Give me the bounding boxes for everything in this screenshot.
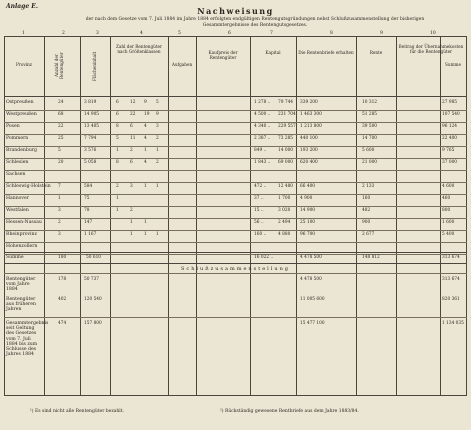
table-cell: 14 905 <box>84 112 100 117</box>
table-cell: 79 744 <box>278 100 294 105</box>
table-cell: 3 819 <box>84 100 97 105</box>
table-cell: 1 <box>116 196 119 201</box>
summe-label: Summe <box>6 255 24 260</box>
table-cell: 56 .. <box>254 220 264 225</box>
summary-cell: 157 800 <box>84 321 102 326</box>
table-cell: 1 213 800 <box>300 124 322 129</box>
table-cell: 2 133 <box>362 184 375 189</box>
row-rule <box>4 134 467 135</box>
table-cell: 37 000 <box>442 160 458 165</box>
table-cell: 1 167 <box>84 232 97 237</box>
table-cell: 160 .. <box>254 232 267 237</box>
row-label: Schlesien <box>6 160 29 165</box>
table-cell: 22 <box>58 124 64 129</box>
table-cell: 460 <box>442 196 451 201</box>
summary-label: Gesammtergebnis seit Geltung des Gesetzes vom 7. Juli 1884 bis zum Schlusse des Jahres 1884 <box>6 321 49 358</box>
page-subtitle: der nach dem Gesetze vom 7. Juli 1884 im Jahre 1884 erfolgten endgültigen Rentengutsgründungen nebst Schlußzusammenstellung der bisherigen Gesammtergebnisse des Rentengutsgesetzes. <box>85 17 425 28</box>
col-header-beitrag: Beitrag der Übernahmekosten für die Rentengüter <box>398 44 464 54</box>
colnum: 8 <box>330 31 333 36</box>
table-cell: 193 200 <box>300 148 318 153</box>
table-cell: 1 <box>58 196 61 201</box>
summary-label: Rentengüter aus früheren Jahren <box>6 297 36 313</box>
summe-flaeche: 50 610 <box>86 255 102 260</box>
table-cell: 1 700 <box>278 196 291 201</box>
table-cell: 9 765 <box>442 148 455 153</box>
summe-rule-bottom <box>4 263 467 264</box>
table-cell: 231 704 <box>278 112 296 117</box>
row-rule <box>4 254 467 255</box>
table-cell: 4 <box>144 124 147 129</box>
row-label: Westpreußen <box>6 112 37 117</box>
table-cell: 5 600 <box>362 148 375 153</box>
grid-line <box>396 37 397 395</box>
col-header-groesse: Zahl der Rentengüter nach Größenklassen <box>116 44 162 54</box>
table-cell: 6 <box>116 112 119 117</box>
table-cell: 37 .. <box>254 196 264 201</box>
table-cell: 24 <box>58 100 64 105</box>
table-cell: 1 <box>144 220 147 225</box>
summary-rule <box>4 317 467 318</box>
col-header-flaeche: Flächeninhalt <box>92 51 97 81</box>
row-label: Hannover <box>6 196 29 201</box>
table-cell: 2 <box>58 220 61 225</box>
row-label: Hohenzollern <box>6 244 38 249</box>
table-cell: 1 <box>144 148 147 153</box>
table-cell: 6 <box>116 100 119 105</box>
anlage-label: Anlage E. <box>6 3 38 10</box>
table-cell: 6 <box>130 124 133 129</box>
summary-cell: 4 478 500 <box>300 277 322 282</box>
row-label: Brandenburg <box>6 148 37 153</box>
colnum: 5 <box>178 31 181 36</box>
table-cell: 5 <box>116 136 119 141</box>
colnum: 6 <box>228 31 231 36</box>
col-header-aufgaben: Aufgaben <box>171 62 193 67</box>
table-cell: 1 463 300 <box>300 112 322 117</box>
table-cell: 14 900 <box>300 208 316 213</box>
table-cell: 7 794 <box>84 136 97 141</box>
row-rule <box>4 110 467 111</box>
summary-cell: 402 <box>58 297 67 302</box>
row-label: Sachsen <box>6 172 26 177</box>
table-cell: 5 058 <box>84 160 97 165</box>
section-title: Schlußzusammenstellung <box>180 266 291 272</box>
grid-line <box>296 37 297 395</box>
table-cell: 2 387 .. <box>254 136 271 141</box>
grid-line <box>44 37 45 395</box>
row-label: Schleswig-Holstein <box>6 184 51 189</box>
table-cell: 22 400 <box>442 136 458 141</box>
table-cell: 147 <box>84 220 93 225</box>
table-cell: 3 020 <box>278 208 291 213</box>
table-cell: 1 600 <box>442 220 455 225</box>
colnum: 2 <box>62 31 65 36</box>
table-cell: 96 700 <box>300 232 316 237</box>
table-cell: 339 200 <box>300 100 318 105</box>
table-cell: 4 340 .. <box>254 124 271 129</box>
table-cell: 8 <box>116 124 119 129</box>
grid-line <box>196 37 197 395</box>
table-cell: 1 <box>144 184 147 189</box>
table-cell: 73 285 <box>278 136 294 141</box>
table-cell: 25 <box>58 136 64 141</box>
table-cell: 3 576 <box>84 148 97 153</box>
row-label: Ostpreußen <box>6 100 34 105</box>
table-cell: 7 <box>58 184 61 189</box>
table-cell: 472 .. <box>254 184 267 189</box>
table-cell: 620 400 <box>300 160 318 165</box>
table-cell: 2 <box>116 184 119 189</box>
table-cell: 4 <box>144 136 147 141</box>
summe-rule-top <box>4 252 467 253</box>
summe-kapital: 16 022 .. <box>254 255 274 260</box>
row-rule <box>4 182 467 183</box>
row-rule <box>4 158 467 159</box>
table-cell: 4 <box>144 160 147 165</box>
colnum: 1 <box>22 31 25 36</box>
summary-cell: 474 <box>58 321 67 326</box>
table-cell: 6 <box>130 160 133 165</box>
table-cell: 2 <box>156 160 159 165</box>
colnum: 4 <box>140 31 143 36</box>
table-cell: 1 <box>156 148 159 153</box>
table-cell: 9 <box>156 112 159 117</box>
table-cell: 3 <box>156 124 159 129</box>
table-cell: 482 <box>362 208 371 213</box>
summary-cell: 313 674 <box>442 277 460 282</box>
col-header-anzahl: Anzahl der Rentengüter <box>54 52 64 80</box>
col-header-summe: Summe <box>445 62 461 67</box>
row-label: Posen <box>6 124 20 129</box>
table-cell: 440 100 <box>300 136 318 141</box>
table-cell: 2 494 <box>278 220 291 225</box>
table-cell: 4 880 <box>278 232 291 237</box>
table-cell: 3 <box>58 232 61 237</box>
table-cell: 39 500 <box>362 124 378 129</box>
table-cell: 4 900 <box>300 196 313 201</box>
table-cell: 8 <box>116 160 119 165</box>
summe-rentenbrief: 4 478 500 <box>300 255 322 260</box>
table-cell: 27 985 <box>442 100 458 105</box>
table-cell: 13 405 <box>84 124 100 129</box>
table-cell: 20 <box>58 160 64 165</box>
col-header-kapital: Kapital <box>265 50 281 55</box>
table-cell: 1 <box>156 232 159 237</box>
table-cell: 78 <box>84 208 90 213</box>
table-cell: 107 540 <box>442 112 460 117</box>
colnum: 10 <box>430 31 436 36</box>
table-cell: 849 .. <box>254 148 267 153</box>
table-cell: 584 <box>84 184 93 189</box>
table-cell: 68 <box>58 112 64 117</box>
grid-line <box>250 37 251 395</box>
footnote-left: ¹) Es sind nicht alle Rentengüter bezahlt. <box>30 409 124 414</box>
row-rule <box>4 242 467 243</box>
summary-cell: 820 361 <box>442 297 460 302</box>
table-cell: 75 <box>84 196 90 201</box>
table-cell: 10 312 <box>362 100 378 105</box>
summary-cell: 1 134 035 <box>442 321 464 326</box>
table-cell: 1 <box>130 232 133 237</box>
table-cell: 3 <box>130 184 133 189</box>
table-cell: 5 <box>156 100 159 105</box>
table-cell: 2 <box>130 148 133 153</box>
table-cell: 160 <box>362 196 371 201</box>
table-cell: 66 400 <box>300 184 316 189</box>
footnote-right: ²) Rückständig gewesene Rentbriefe aus dem Jahre 1883/84. <box>220 409 359 414</box>
table-cell: 12 <box>130 100 136 105</box>
col-header-provinz: Provinz <box>16 62 32 67</box>
summary-cell: 11 005 600 <box>300 297 325 302</box>
row-label: Rheinprovinz <box>6 232 37 237</box>
table-cell: 4 500 .. <box>254 112 271 117</box>
summary-cell: 15 477 100 <box>300 321 325 326</box>
row-rule <box>4 206 467 207</box>
row-rule <box>4 194 467 195</box>
row-label: Westfalen <box>6 208 29 213</box>
table-cell: 229 557 <box>278 124 296 129</box>
table-cell: 900 <box>362 220 371 225</box>
header-rule <box>4 96 467 97</box>
colnum: 3 <box>96 31 99 36</box>
table-cell: 2 <box>130 208 133 213</box>
row-rule <box>4 230 467 231</box>
table-cell: 2 <box>156 136 159 141</box>
grid-line <box>110 37 111 395</box>
table-cell: 1 843 .. <box>254 160 271 165</box>
table-frame <box>4 36 467 396</box>
row-label: Pommern <box>6 136 29 141</box>
summe-anzahl: 180 <box>58 255 67 260</box>
summe-rente: 148 812 <box>362 255 380 260</box>
table-cell: 69 000 <box>278 160 294 165</box>
table-cell: 5 <box>58 148 61 153</box>
grid-line <box>356 37 357 395</box>
table-cell: 22 <box>130 112 136 117</box>
table-cell: 800 <box>442 208 451 213</box>
table-cell: 1 <box>116 148 119 153</box>
table-cell: 1 278 .. <box>254 100 271 105</box>
table-cell: 21 000 <box>362 160 378 165</box>
table-cell: 9 <box>144 100 147 105</box>
summary-label: Rentengüter vom Jahre 1884 <box>6 277 36 293</box>
colnum: 7 <box>270 31 273 36</box>
col-header-rente: Rente <box>369 50 383 55</box>
table-cell: 3 <box>58 208 61 213</box>
table-cell: 4 600 <box>442 184 455 189</box>
table-cell: 96 124 <box>442 124 458 129</box>
summary-cell: 50 737 <box>84 277 100 282</box>
table-cell: 1 <box>156 184 159 189</box>
table-cell: 1 <box>144 232 147 237</box>
table-cell: 12 480 <box>278 184 294 189</box>
table-cell: 1 <box>130 220 133 225</box>
col-header-rentenbrief: Die Rentenbriefe erhalten <box>298 50 354 55</box>
table-cell: 5 400 <box>442 232 455 237</box>
table-cell: 51 285 <box>362 112 378 117</box>
table-cell: 15 .. <box>254 208 264 213</box>
summary-cell: 178 <box>58 277 67 282</box>
colnum: 9 <box>380 31 383 36</box>
table-cell: 25 100 <box>300 220 316 225</box>
table-cell: 11 <box>130 136 136 141</box>
table-cell: 14 000 <box>278 148 294 153</box>
table-cell: 14 700 <box>362 136 378 141</box>
section-rule <box>4 273 467 274</box>
table-cell: 19 <box>144 112 150 117</box>
grid-line <box>440 37 441 395</box>
summe-summe: 313 674 <box>442 255 460 260</box>
table-cell: 1 <box>116 208 119 213</box>
summary-cell: 120 540 <box>84 297 102 302</box>
col-header-kaufpreis: Kaufpreis der Rentengüter <box>208 50 238 60</box>
grid-line <box>168 37 169 395</box>
page-title: Nachweisung <box>197 6 274 16</box>
row-label: Hessen-Nassau <box>6 220 42 225</box>
grid-line <box>80 37 81 395</box>
row-rule <box>4 122 467 123</box>
row-rule <box>4 218 467 219</box>
table-cell: 2 677 <box>362 232 375 237</box>
row-rule <box>4 170 467 171</box>
row-rule <box>4 146 467 147</box>
